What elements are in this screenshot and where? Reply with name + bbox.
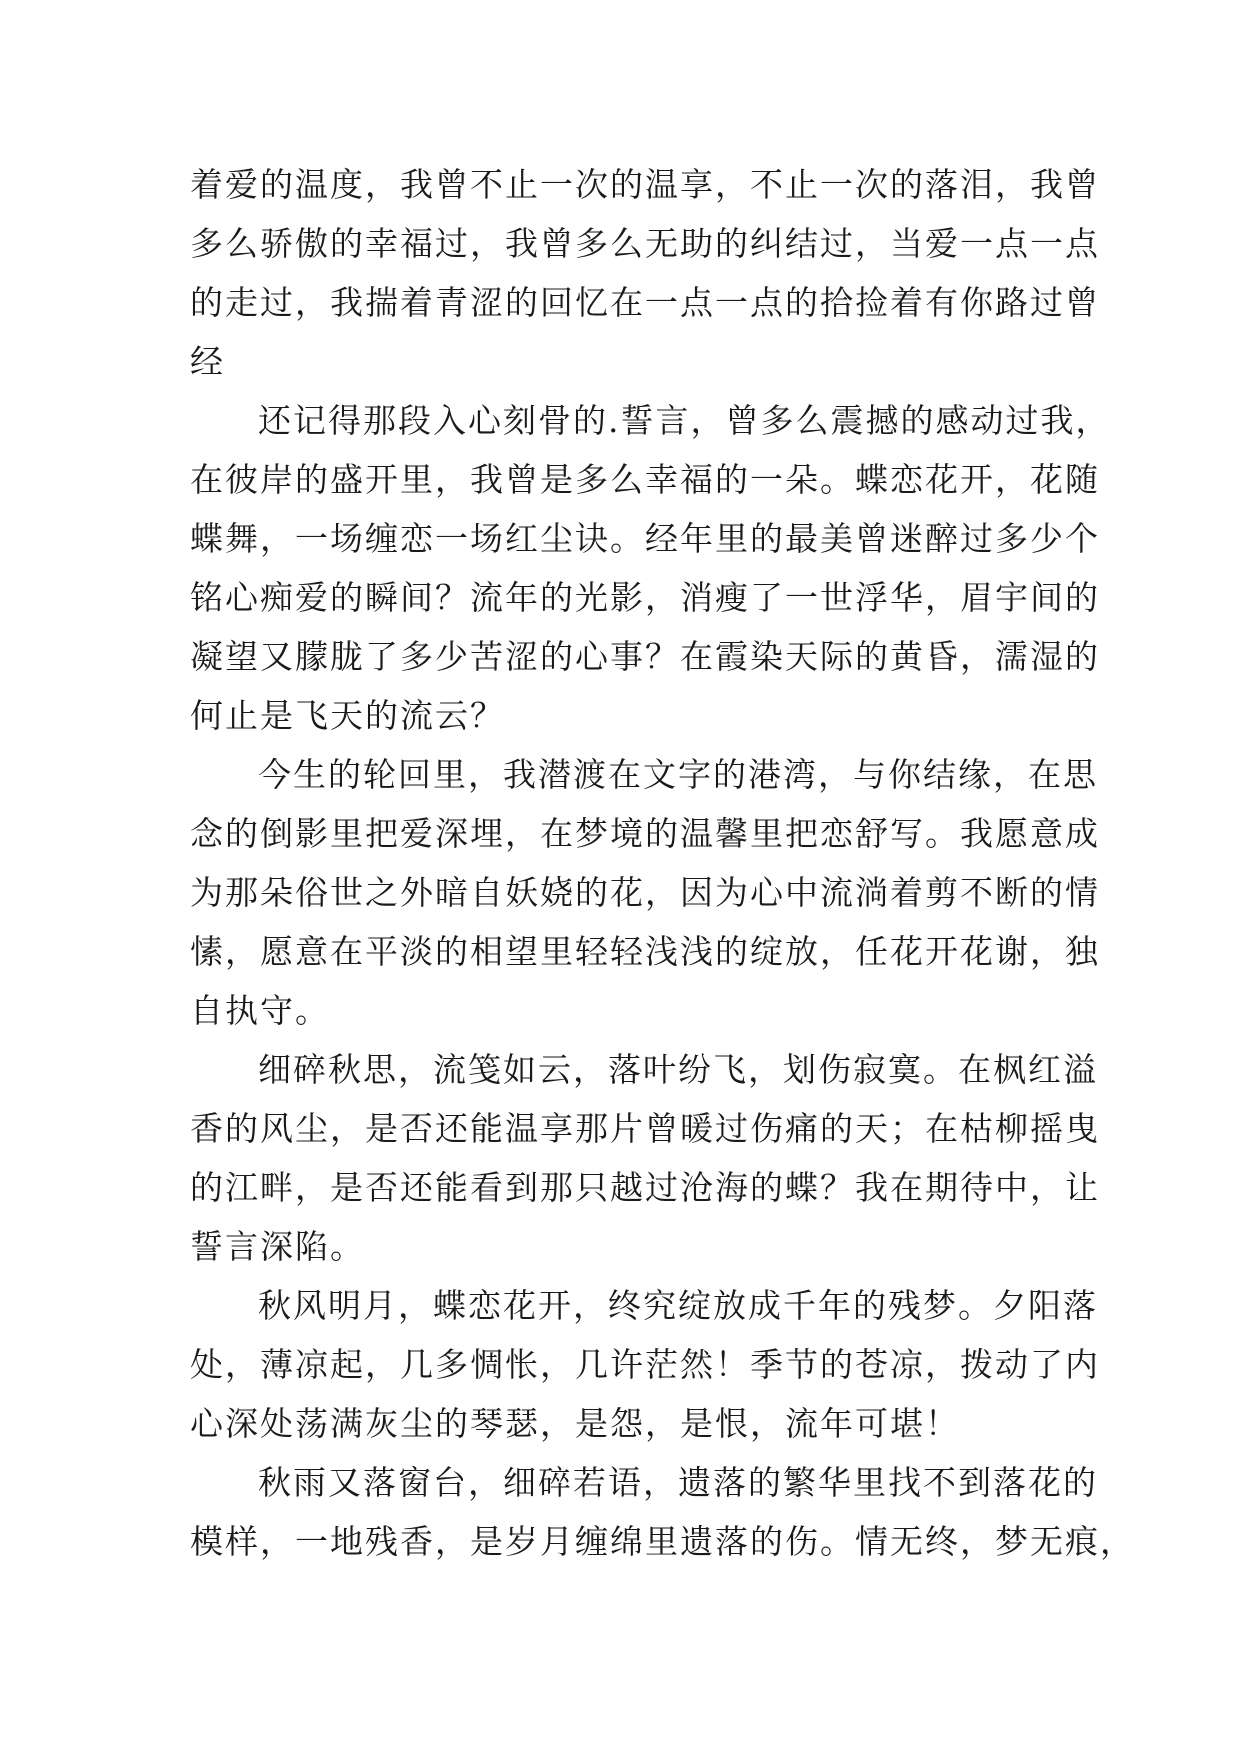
text-line: 自执守。 xyxy=(190,991,330,1030)
text-line: 誓言深陷。 xyxy=(190,1227,365,1266)
text-line: 还记得那段入心刻骨的.誓言，曾多么震撼的感动过我， xyxy=(258,401,1111,440)
text-line: 心深处荡满灰尘的琴瑟，是怨，是恨，流年可堪！ xyxy=(190,1404,960,1443)
text-line: 蝶舞，一场缠恋一场红尘诀。经年里的最美曾迷醉过多少个 xyxy=(190,519,1100,558)
text-line: 处，薄凉起，几多惆怅，几许茫然！季节的苍凉，拨动了内 xyxy=(190,1345,1100,1384)
text-line: 念的倒影里把爱深埋，在梦境的温馨里把恋舒写。我愿意成 xyxy=(190,814,1100,853)
text-line: 着爱的温度，我曾不止一次的温享，不止一次的落泪，我曾 xyxy=(190,165,1100,204)
text-line: 模样，一地残香，是岁月缠绵里遗落的伤。情无终，梦无痕， xyxy=(190,1522,1135,1561)
text-line: 在彼岸的盛开里，我曾是多么幸福的一朵。蝶恋花开，花随 xyxy=(190,460,1100,499)
body-text xyxy=(190,155,1135,1571)
text-line: 今生的轮回里，我潜渡在文字的港湾，与你结缘，在思 xyxy=(258,755,1098,794)
text-line: 多么骄傲的幸福过，我曾多么无助的纠结过，当爱一点一点 xyxy=(190,224,1100,263)
text-line: 为那朵俗世之外暗自妖娆的花，因为心中流淌着剪不断的情 xyxy=(190,873,1100,912)
text-line: 愫，愿意在平淡的相望里轻轻浅浅的绽放，任花开花谢，独 xyxy=(190,932,1100,971)
text-line: 经 xyxy=(190,342,225,381)
text-line: 细碎秋思，流笺如云，落叶纷飞，划伤寂寞。在枫红溢 xyxy=(258,1050,1098,1089)
text-line: 香的风尘，是否还能温享那片曾暖过伤痛的天；在枯柳摇曳 xyxy=(190,1109,1100,1148)
text-line: 铭心痴爱的瞬间？流年的光影，消瘦了一世浮华，眉宇间的 xyxy=(190,578,1100,617)
text-line: 何止是飞天的流云？ xyxy=(190,696,505,735)
text-line: 凝望又朦胧了多少苦涩的心事？在霞染天际的黄昏，濡湿的 xyxy=(190,637,1100,676)
text-line: 秋雨又落窗台，细碎若语，遗落的繁华里找不到落花的 xyxy=(258,1463,1098,1502)
text-line: 的走过，我揣着青涩的回忆在一点一点的拾捡着有你路过曾 xyxy=(190,283,1100,322)
text-line: 秋风明月，蝶恋花开，终究绽放成千年的残梦。夕阳落 xyxy=(258,1286,1098,1325)
text-line: 的江畔，是否还能看到那只越过沧海的蝶？我在期待中，让 xyxy=(190,1168,1100,1207)
